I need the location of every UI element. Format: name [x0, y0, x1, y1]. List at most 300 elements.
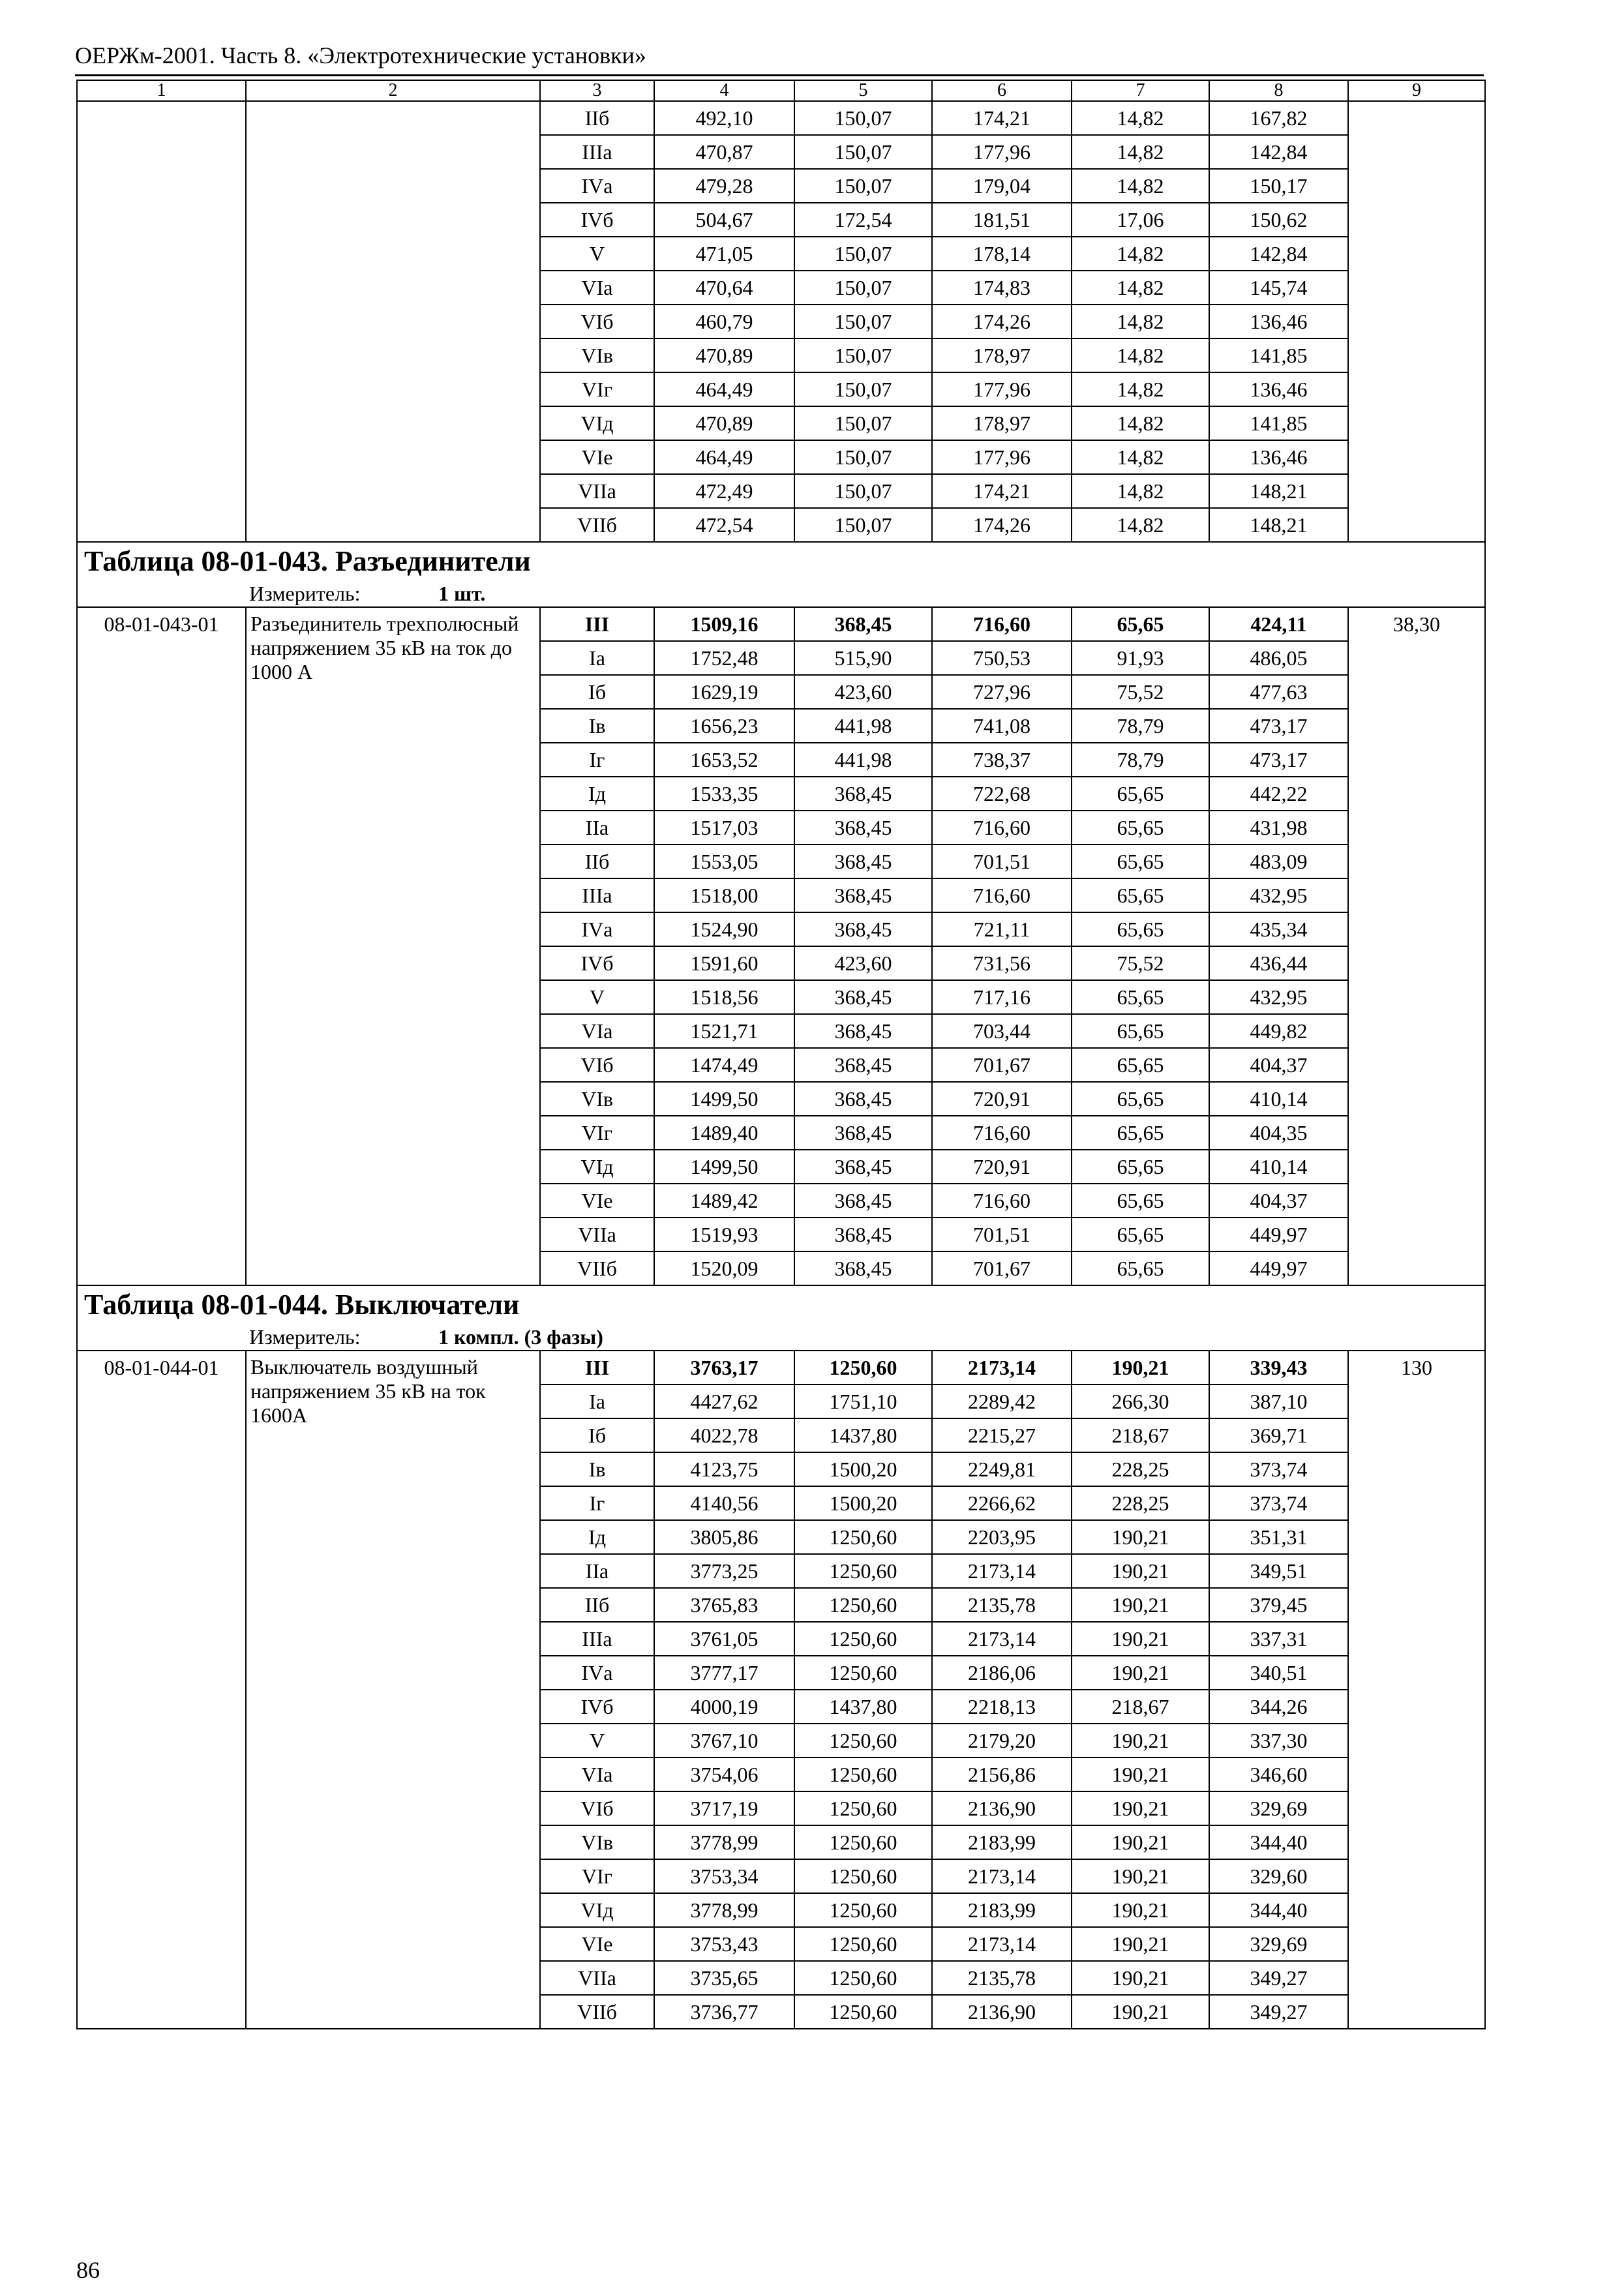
value-cell: 368,45 [794, 1082, 932, 1116]
value-cell: 340,51 [1209, 1656, 1348, 1690]
value-cell: 190,21 [1072, 1961, 1209, 1995]
column-number-row [77, 80, 1485, 101]
value-cell: 368,45 [794, 811, 932, 845]
zone-code-cell: Iб [540, 1418, 654, 1452]
value-cell: 150,07 [794, 474, 932, 508]
value-cell: 190,21 [1072, 1758, 1209, 1791]
value-cell: 190,21 [1072, 1588, 1209, 1622]
value-cell: 2249,81 [932, 1452, 1072, 1486]
value-cell: 2173,14 [932, 1859, 1072, 1893]
rate-code: 08-01-044-01 [77, 1351, 246, 2029]
value-cell: 504,67 [654, 203, 794, 237]
value-cell: 2203,95 [932, 1520, 1072, 1554]
value-cell: 3773,25 [654, 1554, 794, 1588]
value-cell: 339,43 [1209, 1351, 1348, 1384]
value-cell: 150,07 [794, 271, 932, 305]
value-cell: 1250,60 [794, 1351, 932, 1384]
value-cell: 716,60 [932, 1184, 1072, 1218]
value-cell: 14,82 [1072, 440, 1209, 474]
value-cell: 1437,80 [794, 1418, 932, 1452]
zone-code-cell: Iд [540, 1520, 654, 1554]
value-cell: 1519,93 [654, 1218, 794, 1251]
zone-code-cell: IIIа [540, 878, 654, 912]
value-cell: 142,84 [1209, 237, 1348, 271]
value-cell: 368,45 [794, 1048, 932, 1082]
zone-code-cell: V [540, 1724, 654, 1758]
value-cell: 368,45 [794, 1150, 932, 1184]
value-cell: 78,79 [1072, 709, 1209, 743]
value-cell: 167,82 [1209, 101, 1348, 135]
value-cell: 1250,60 [794, 1588, 932, 1622]
value-cell: 190,21 [1072, 1554, 1209, 1588]
zone-code-cell: VIб [540, 1791, 654, 1825]
zone-code-cell: VIIа [540, 1218, 654, 1251]
value-cell: 2135,78 [932, 1588, 1072, 1622]
value-cell: 727,96 [932, 675, 1072, 709]
value-cell: 346,60 [1209, 1758, 1348, 1791]
value-cell: 449,97 [1209, 1218, 1348, 1251]
value-cell: 344,26 [1209, 1690, 1348, 1724]
value-cell: 148,21 [1209, 508, 1348, 542]
value-cell: 65,65 [1072, 912, 1209, 946]
column-number: 9 [1348, 80, 1485, 101]
zone-code-cell: VIIа [540, 1961, 654, 1995]
value-cell: 423,60 [794, 946, 932, 980]
value-cell: 703,44 [932, 1014, 1072, 1048]
value-cell: 1437,80 [794, 1690, 932, 1724]
value-cell: 190,21 [1072, 1656, 1209, 1690]
value-cell: 486,05 [1209, 641, 1348, 675]
value-cell: 141,85 [1209, 406, 1348, 440]
zone-code-cell: IVб [540, 1690, 654, 1724]
value-cell: 716,60 [932, 607, 1072, 641]
value-cell: 720,91 [932, 1082, 1072, 1116]
value-cell: 1250,60 [794, 1927, 932, 1961]
value-cell: 2136,90 [932, 1995, 1072, 2029]
value-cell: 329,69 [1209, 1791, 1348, 1825]
value-cell: 404,35 [1209, 1116, 1348, 1150]
value-cell: 1520,09 [654, 1251, 794, 1285]
value-cell: 368,45 [794, 1218, 932, 1251]
value-cell: 344,40 [1209, 1893, 1348, 1927]
zone-code-cell: III [540, 607, 654, 641]
column-number: 5 [794, 80, 932, 101]
zone-code-cell: VIа [540, 271, 654, 305]
value-cell: 1752,48 [654, 641, 794, 675]
value-cell: 1250,60 [794, 1859, 932, 1893]
zone-code-cell: IIа [540, 1554, 654, 1588]
value-cell: 14,82 [1072, 372, 1209, 406]
column-number: 6 [932, 80, 1072, 101]
zone-code-cell: VIв [540, 1825, 654, 1859]
zone-code-cell: V [540, 980, 654, 1014]
value-cell: 483,09 [1209, 845, 1348, 878]
value-cell: 178,97 [932, 338, 1072, 372]
zone-code-cell: IIб [540, 1588, 654, 1622]
value-cell: 1250,60 [794, 1724, 932, 1758]
value-cell: 14,82 [1072, 271, 1209, 305]
zone-code-cell: IIIа [540, 135, 654, 169]
value-cell: 479,28 [654, 169, 794, 203]
value-cell: 1250,60 [794, 1520, 932, 1554]
zone-code-cell: VIе [540, 1927, 654, 1961]
value-cell: 379,45 [1209, 1588, 1348, 1622]
value-cell: 442,22 [1209, 777, 1348, 811]
value-cell: 65,65 [1072, 878, 1209, 912]
value-cell: 3765,83 [654, 1588, 794, 1622]
value-cell: 65,65 [1072, 1082, 1209, 1116]
col9-value: 38,30 [1348, 607, 1485, 1285]
value-cell: 368,45 [794, 607, 932, 641]
value-cell: 141,85 [1209, 338, 1348, 372]
zone-code-cell: VIе [540, 1184, 654, 1218]
zone-code-cell: VIб [540, 305, 654, 338]
rate-code: 08-01-043-01 [77, 607, 246, 1285]
unit-value: 1 компл. (3 фазы) [438, 1325, 603, 1349]
value-cell: 65,65 [1072, 1116, 1209, 1150]
zone-code-cell: Iг [540, 743, 654, 777]
table-row [77, 1351, 1485, 1384]
value-cell: 1533,35 [654, 777, 794, 811]
value-cell: 14,82 [1072, 474, 1209, 508]
value-cell: 1489,40 [654, 1116, 794, 1150]
value-cell: 150,07 [794, 305, 932, 338]
value-cell: 721,11 [932, 912, 1072, 946]
value-cell: 2173,14 [932, 1622, 1072, 1656]
value-cell: 373,74 [1209, 1486, 1348, 1520]
value-cell: 722,68 [932, 777, 1072, 811]
value-cell: 1499,50 [654, 1082, 794, 1116]
value-cell: 716,60 [932, 811, 1072, 845]
value-cell: 1518,00 [654, 878, 794, 912]
value-cell: 1250,60 [794, 1554, 932, 1588]
value-cell: 174,26 [932, 508, 1072, 542]
rate-description: Выключатель воздушный напряжением 35 кВ на ток 1600А [246, 1351, 540, 2029]
value-cell: 369,71 [1209, 1418, 1348, 1452]
value-cell: 701,67 [932, 1251, 1072, 1285]
value-cell: 190,21 [1072, 1995, 1209, 2029]
zone-code-cell: Iа [540, 641, 654, 675]
col9-value: 130 [1348, 1351, 1485, 2029]
value-cell: 2266,62 [932, 1486, 1072, 1520]
value-cell: 150,07 [794, 508, 932, 542]
value-cell: 150,17 [1209, 169, 1348, 203]
zone-code-cell: IVа [540, 169, 654, 203]
value-cell: 1250,60 [794, 1961, 932, 1995]
value-cell: 181,51 [932, 203, 1072, 237]
value-cell: 435,34 [1209, 912, 1348, 946]
value-cell: 368,45 [794, 878, 932, 912]
value-cell: 449,97 [1209, 1251, 1348, 1285]
table-title-row [77, 542, 1485, 580]
value-cell: 14,82 [1072, 237, 1209, 271]
value-cell: 65,65 [1072, 1048, 1209, 1082]
value-cell: 3735,65 [654, 1961, 794, 1995]
value-cell: 750,53 [932, 641, 1072, 675]
value-cell: 2183,99 [932, 1893, 1072, 1927]
value-cell: 470,89 [654, 406, 794, 440]
value-cell: 477,63 [1209, 675, 1348, 709]
value-cell: 1521,71 [654, 1014, 794, 1048]
value-cell: 373,74 [1209, 1452, 1348, 1486]
value-cell: 14,82 [1072, 101, 1209, 135]
value-cell: 178,97 [932, 406, 1072, 440]
zone-code-cell: Iд [540, 777, 654, 811]
col9-cell-empty [1348, 101, 1485, 542]
value-cell: 3761,05 [654, 1622, 794, 1656]
zone-code-cell: V [540, 237, 654, 271]
value-cell: 190,21 [1072, 1825, 1209, 1859]
value-cell: 2173,14 [932, 1927, 1072, 1961]
value-cell: 471,05 [654, 237, 794, 271]
code-cell-empty [77, 101, 246, 542]
table-row [77, 101, 1485, 135]
value-cell: 1250,60 [794, 1758, 932, 1791]
value-cell: 368,45 [794, 777, 932, 811]
value-cell: 1629,19 [654, 675, 794, 709]
value-cell: 14,82 [1072, 338, 1209, 372]
value-cell: 741,08 [932, 709, 1072, 743]
unit-row [77, 1324, 1485, 1351]
value-cell: 4123,75 [654, 1452, 794, 1486]
value-cell: 150,07 [794, 135, 932, 169]
value-cell: 177,96 [932, 135, 1072, 169]
zone-code-cell: VIб [540, 1048, 654, 1082]
value-cell: 3753,34 [654, 1859, 794, 1893]
value-cell: 368,45 [794, 1251, 932, 1285]
value-cell: 464,49 [654, 440, 794, 474]
value-cell: 3778,99 [654, 1825, 794, 1859]
value-cell: 3753,43 [654, 1927, 794, 1961]
value-cell: 368,45 [794, 1116, 932, 1150]
value-cell: 2173,14 [932, 1554, 1072, 1588]
value-cell: 65,65 [1072, 777, 1209, 811]
zone-code-cell: Iг [540, 1486, 654, 1520]
value-cell: 1517,03 [654, 811, 794, 845]
value-cell: 190,21 [1072, 1859, 1209, 1893]
value-cell: 150,07 [794, 440, 932, 474]
unit-cell [77, 580, 1485, 607]
value-cell: 2156,86 [932, 1758, 1072, 1791]
value-cell: 2215,27 [932, 1418, 1072, 1452]
value-cell: 65,65 [1072, 845, 1209, 878]
value-cell: 329,60 [1209, 1859, 1348, 1893]
value-cell: 329,69 [1209, 1927, 1348, 1961]
value-cell: 190,21 [1072, 1351, 1209, 1384]
value-cell: 701,51 [932, 1218, 1072, 1251]
value-cell: 218,67 [1072, 1418, 1209, 1452]
value-cell: 3717,19 [654, 1791, 794, 1825]
value-cell: 1500,20 [794, 1452, 932, 1486]
zone-code-cell: Iа [540, 1384, 654, 1418]
value-cell: 473,17 [1209, 743, 1348, 777]
value-cell: 150,07 [794, 338, 932, 372]
value-cell: 3736,77 [654, 1995, 794, 2029]
value-cell: 4427,62 [654, 1384, 794, 1418]
column-number: 1 [77, 80, 246, 101]
zone-code-cell: VIIб [540, 1995, 654, 2029]
value-cell: 14,82 [1072, 508, 1209, 542]
value-cell: 65,65 [1072, 1150, 1209, 1184]
value-cell: 423,60 [794, 675, 932, 709]
value-cell: 368,45 [794, 1014, 932, 1048]
value-cell: 1500,20 [794, 1486, 932, 1520]
value-cell: 441,98 [794, 709, 932, 743]
column-number: 4 [654, 80, 794, 101]
value-cell: 424,11 [1209, 607, 1348, 641]
value-cell: 492,10 [654, 101, 794, 135]
value-cell: 1250,60 [794, 1995, 932, 2029]
value-cell: 75,52 [1072, 675, 1209, 709]
value-cell: 4000,19 [654, 1690, 794, 1724]
value-cell: 1524,90 [654, 912, 794, 946]
value-cell: 2186,06 [932, 1656, 1072, 1690]
value-cell: 75,52 [1072, 946, 1209, 980]
value-cell: 178,14 [932, 237, 1072, 271]
value-cell: 174,83 [932, 271, 1072, 305]
value-cell: 1250,60 [794, 1622, 932, 1656]
zone-code-cell: VIа [540, 1014, 654, 1048]
value-cell: 218,67 [1072, 1690, 1209, 1724]
zone-code-cell: IIб [540, 845, 654, 878]
value-cell: 150,07 [794, 101, 932, 135]
value-cell: 1250,60 [794, 1656, 932, 1690]
unit-label: Измеритель: [249, 1325, 361, 1349]
value-cell: 65,65 [1072, 811, 1209, 845]
value-cell: 1474,49 [654, 1048, 794, 1082]
value-cell: 174,21 [932, 101, 1072, 135]
page-header [75, 39, 1484, 76]
value-cell: 738,37 [932, 743, 1072, 777]
column-number: 7 [1072, 80, 1209, 101]
table-title: Таблица 08-01-043. Разъединители [77, 542, 1485, 580]
zone-code-cell: Iб [540, 675, 654, 709]
document-title: ОЕРЖм-2001. Часть 8. «Электротехнические установки» [75, 42, 646, 68]
rate-description: Разъединитель трехполюсный напряжением 35 кВ на ток до 1000 А [246, 607, 540, 1285]
zone-code-cell: IVа [540, 1656, 654, 1690]
value-cell: 266,30 [1072, 1384, 1209, 1418]
value-cell: 78,79 [1072, 743, 1209, 777]
value-cell: 1656,23 [654, 709, 794, 743]
zone-code-cell: VIIб [540, 1251, 654, 1285]
value-cell: 716,60 [932, 878, 1072, 912]
value-cell: 3767,10 [654, 1724, 794, 1758]
zone-code-cell: VIа [540, 1758, 654, 1791]
value-cell: 349,27 [1209, 1995, 1348, 2029]
zone-code-cell: IVб [540, 203, 654, 237]
value-cell: 65,65 [1072, 1251, 1209, 1285]
value-cell: 3778,99 [654, 1893, 794, 1927]
value-cell: 3777,17 [654, 1656, 794, 1690]
zone-code-cell: VIв [540, 1082, 654, 1116]
value-cell: 2135,78 [932, 1961, 1072, 1995]
value-cell: 1250,60 [794, 1893, 932, 1927]
value-cell: 1509,16 [654, 607, 794, 641]
value-cell: 142,84 [1209, 135, 1348, 169]
value-cell: 177,96 [932, 372, 1072, 406]
value-cell: 1553,05 [654, 845, 794, 878]
value-cell: 716,60 [932, 1116, 1072, 1150]
zone-code-cell: VIд [540, 406, 654, 440]
price-table [76, 80, 1486, 2029]
value-cell: 136,46 [1209, 372, 1348, 406]
value-cell: 515,90 [794, 641, 932, 675]
value-cell: 150,07 [794, 169, 932, 203]
value-cell: 65,65 [1072, 1014, 1209, 1048]
value-cell: 150,62 [1209, 203, 1348, 237]
zone-code-cell: VIв [540, 338, 654, 372]
value-cell: 2179,20 [932, 1724, 1072, 1758]
zone-code-cell: III [540, 1351, 654, 1384]
value-cell: 148,21 [1209, 474, 1348, 508]
value-cell: 470,87 [654, 135, 794, 169]
value-cell: 404,37 [1209, 1184, 1348, 1218]
zone-code-cell: VIг [540, 1859, 654, 1893]
value-cell: 190,21 [1072, 1791, 1209, 1825]
zone-code-cell: IIб [540, 101, 654, 135]
value-cell: 460,79 [654, 305, 794, 338]
value-cell: 2136,90 [932, 1791, 1072, 1825]
table-title-row [77, 1285, 1485, 1324]
value-cell: 472,54 [654, 508, 794, 542]
value-cell: 1751,10 [794, 1384, 932, 1418]
value-cell: 190,21 [1072, 1927, 1209, 1961]
value-cell: 4022,78 [654, 1418, 794, 1452]
value-cell: 150,07 [794, 237, 932, 271]
value-cell: 190,21 [1072, 1622, 1209, 1656]
value-cell: 65,65 [1072, 980, 1209, 1014]
zone-code-cell: Iв [540, 1452, 654, 1486]
value-cell: 150,07 [794, 406, 932, 440]
value-cell: 344,40 [1209, 1825, 1348, 1859]
column-number: 8 [1209, 80, 1348, 101]
description-cell-empty [246, 101, 540, 542]
table-title: Таблица 08-01-044. Выключатели [77, 1285, 1485, 1324]
value-cell: 701,67 [932, 1048, 1072, 1082]
value-cell: 228,25 [1072, 1486, 1209, 1520]
unit-row [77, 580, 1485, 607]
unit-cell [77, 1324, 1485, 1351]
value-cell: 65,65 [1072, 1218, 1209, 1251]
value-cell: 1499,50 [654, 1150, 794, 1184]
value-cell: 3805,86 [654, 1520, 794, 1554]
value-cell: 174,26 [932, 305, 1072, 338]
value-cell: 14,82 [1072, 135, 1209, 169]
value-cell: 349,27 [1209, 1961, 1348, 1995]
value-cell: 731,56 [932, 946, 1072, 980]
value-cell: 2218,13 [932, 1690, 1072, 1724]
value-cell: 1518,56 [654, 980, 794, 1014]
value-cell: 177,96 [932, 440, 1072, 474]
value-cell: 368,45 [794, 912, 932, 946]
value-cell: 472,49 [654, 474, 794, 508]
value-cell: 172,54 [794, 203, 932, 237]
value-cell: 441,98 [794, 743, 932, 777]
value-cell: 228,25 [1072, 1452, 1209, 1486]
zone-code-cell: VIд [540, 1893, 654, 1927]
zone-code-cell: VIIа [540, 474, 654, 508]
value-cell: 136,46 [1209, 305, 1348, 338]
value-cell: 3763,17 [654, 1351, 794, 1384]
zone-code-cell: IVа [540, 912, 654, 946]
value-cell: 431,98 [1209, 811, 1348, 845]
value-cell: 464,49 [654, 372, 794, 406]
page-number: 86 [76, 2257, 100, 2283]
value-cell: 387,10 [1209, 1384, 1348, 1418]
value-cell: 1653,52 [654, 743, 794, 777]
zone-code-cell: IVб [540, 946, 654, 980]
value-cell: 4140,56 [654, 1486, 794, 1520]
